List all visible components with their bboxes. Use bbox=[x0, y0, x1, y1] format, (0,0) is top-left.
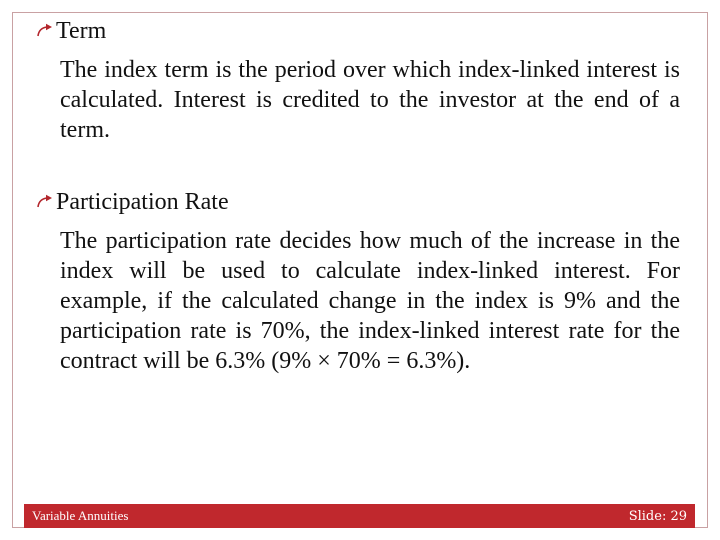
slide-number: Slide: 29 bbox=[628, 508, 687, 524]
section-title: Term bbox=[56, 18, 107, 44]
section-participation-heading bbox=[36, 187, 229, 217]
footer-title: Variable Annuities bbox=[32, 508, 129, 523]
section-participation-body: The participation rate decides how much of the increase in the index will be used to calculate index-linked interest. For example, if the calculated change in the index is 9% and the participation rate is 70%, the index-linked interest rate for the contract will be 6.3% (9% × 70% = 6.3%). bbox=[60, 228, 680, 374]
curved-arrow-bullet-icon bbox=[36, 22, 54, 40]
curved-arrow-bullet-icon bbox=[36, 193, 54, 211]
section-term-heading bbox=[36, 16, 106, 46]
footer-bar bbox=[24, 504, 695, 528]
section-title: Participation Rate bbox=[56, 189, 229, 215]
section-term-body: The index term is the period over which index-linked interest is calculated. Interest is credited to the investor at the end of a term. bbox=[60, 57, 680, 143]
